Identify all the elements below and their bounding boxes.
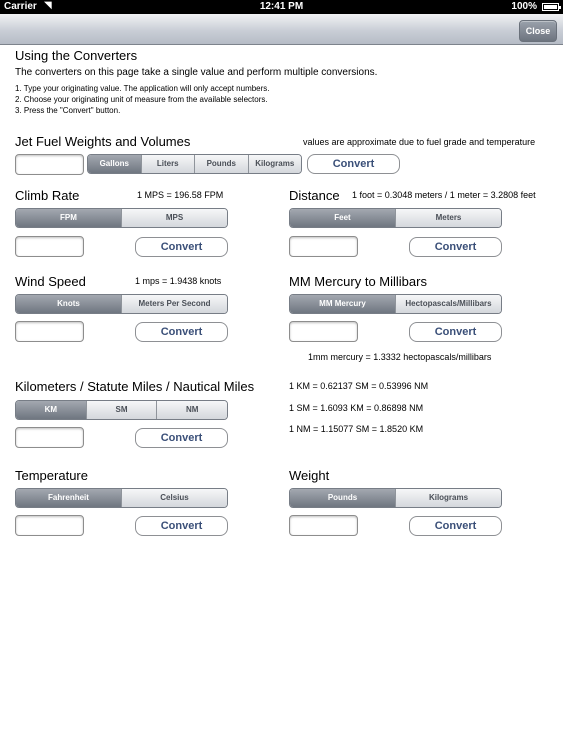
wind-speed-title: Wind Speed xyxy=(15,274,86,289)
distance-unit-selector[interactable] xyxy=(289,208,502,228)
jet-fuel-option-pounds[interactable]: Pounds xyxy=(194,155,248,173)
climb-rate-title: Climb Rate xyxy=(15,188,80,203)
km-sm-nm-title: Kilometers / Statute Miles / Nautical Miles xyxy=(15,379,255,394)
intro-step-2: 2. Choose your originating unit of measure from the available selectors. xyxy=(15,95,268,104)
km-sm-nm-option-sm[interactable]: SM xyxy=(86,401,157,419)
wind-speed-option-knots[interactable]: Knots xyxy=(16,295,121,313)
mercury-note: 1mm mercury = 1.3332 hectopascals/millibars xyxy=(308,352,492,362)
distance-option-meters[interactable]: Meters xyxy=(395,209,501,227)
km-sm-nm-convert-button[interactable]: Convert xyxy=(135,428,228,448)
climb-rate-convert-button[interactable]: Convert xyxy=(135,237,228,257)
temperature-unit-selector[interactable] xyxy=(15,488,228,508)
mercury-title: MM Mercury to Millibars xyxy=(289,274,427,289)
jet-fuel-option-kilograms[interactable]: Kilograms xyxy=(248,155,302,173)
climb-rate-value-input[interactable] xyxy=(15,236,84,257)
weight-value-input[interactable] xyxy=(289,515,358,536)
jet-fuel-option-gallons[interactable]: Gallons xyxy=(88,155,141,173)
status-bar xyxy=(0,0,563,14)
weight-unit-selector[interactable] xyxy=(289,488,502,508)
intro-title: Using the Converters xyxy=(15,48,138,63)
jet-fuel-unit-selector[interactable] xyxy=(87,154,302,174)
km-sm-nm-option-km[interactable]: KM xyxy=(16,401,86,419)
mercury-convert-button[interactable]: Convert xyxy=(409,322,502,342)
intro-description: The converters on this page take a single value and perform multiple conversions. xyxy=(15,67,378,78)
wind-speed-value-input[interactable] xyxy=(15,321,84,342)
nm-fact: 1 NM = 1.15077 SM = 1.8520 KM xyxy=(289,424,424,434)
weight-title: Weight xyxy=(289,468,330,483)
jet-fuel-note: values are approximate due to fuel grade and temperature xyxy=(303,137,536,147)
jet-fuel-convert-button[interactable]: Convert xyxy=(307,154,400,174)
distance-value-input[interactable] xyxy=(289,236,358,257)
battery-percent: 100% xyxy=(511,1,537,12)
temperature-option-fahrenheit[interactable]: Fahrenheit xyxy=(16,489,121,507)
close-button[interactable]: Close xyxy=(519,20,557,42)
climb-rate-option-mps[interactable]: MPS xyxy=(121,209,227,227)
carrier-label: Carrier xyxy=(4,1,37,12)
jet-fuel-title: Jet Fuel Weights and Volumes xyxy=(15,134,191,149)
km-sm-nm-value-input[interactable] xyxy=(15,427,84,448)
intro-step-3: 3. Press the "Convert" button. xyxy=(15,106,121,115)
km-fact: 1 KM = 0.62137 SM = 0.53996 NM xyxy=(289,381,429,391)
jet-fuel-option-liters[interactable]: Liters xyxy=(141,155,195,173)
mercury-unit-selector[interactable] xyxy=(289,294,502,314)
mercury-option-hectopascals-millibars[interactable]: Hectopascals/Millibars xyxy=(395,295,501,313)
distance-title: Distance xyxy=(289,188,340,203)
weight-convert-button[interactable]: Convert xyxy=(409,516,502,536)
temperature-value-input[interactable] xyxy=(15,515,84,536)
wifi-icon: ◥ xyxy=(44,0,52,11)
mercury-option-mm-mercury[interactable]: MM Mercury xyxy=(290,295,395,313)
climb-rate-unit-selector[interactable] xyxy=(15,208,228,228)
temperature-convert-button[interactable]: Convert xyxy=(135,516,228,536)
temperature-option-celsius[interactable]: Celsius xyxy=(121,489,227,507)
sm-fact: 1 SM = 1.6093 KM = 0.86898 NM xyxy=(289,403,424,413)
battery-icon xyxy=(542,3,559,11)
jet-fuel-value-input[interactable] xyxy=(15,154,84,175)
distance-note: 1 foot = 0.3048 meters / 1 meter = 3.2808 feet xyxy=(352,190,536,200)
intro-step-1: 1. Type your originating value. The application will only accept numbers. xyxy=(15,84,270,93)
weight-option-pounds[interactable]: Pounds xyxy=(290,489,395,507)
weight-option-kilograms[interactable]: Kilograms xyxy=(395,489,501,507)
km-sm-nm-option-nm[interactable]: NM xyxy=(156,401,227,419)
temperature-title: Temperature xyxy=(15,468,88,483)
nav-bar xyxy=(0,14,563,45)
distance-option-feet[interactable]: Feet xyxy=(290,209,395,227)
wind-speed-convert-button[interactable]: Convert xyxy=(135,322,228,342)
wind-speed-option-meters-per-second[interactable]: Meters Per Second xyxy=(121,295,227,313)
mercury-value-input[interactable] xyxy=(289,321,358,342)
distance-convert-button[interactable]: Convert xyxy=(409,237,502,257)
wind-speed-unit-selector[interactable] xyxy=(15,294,228,314)
climb-rate-note: 1 MPS = 196.58 FPM xyxy=(137,190,224,200)
clock: 12:41 PM xyxy=(259,1,304,12)
km-sm-nm-unit-selector[interactable] xyxy=(15,400,228,420)
climb-rate-option-fpm[interactable]: FPM xyxy=(16,209,121,227)
wind-speed-note: 1 mps = 1.9438 knots xyxy=(135,276,222,286)
